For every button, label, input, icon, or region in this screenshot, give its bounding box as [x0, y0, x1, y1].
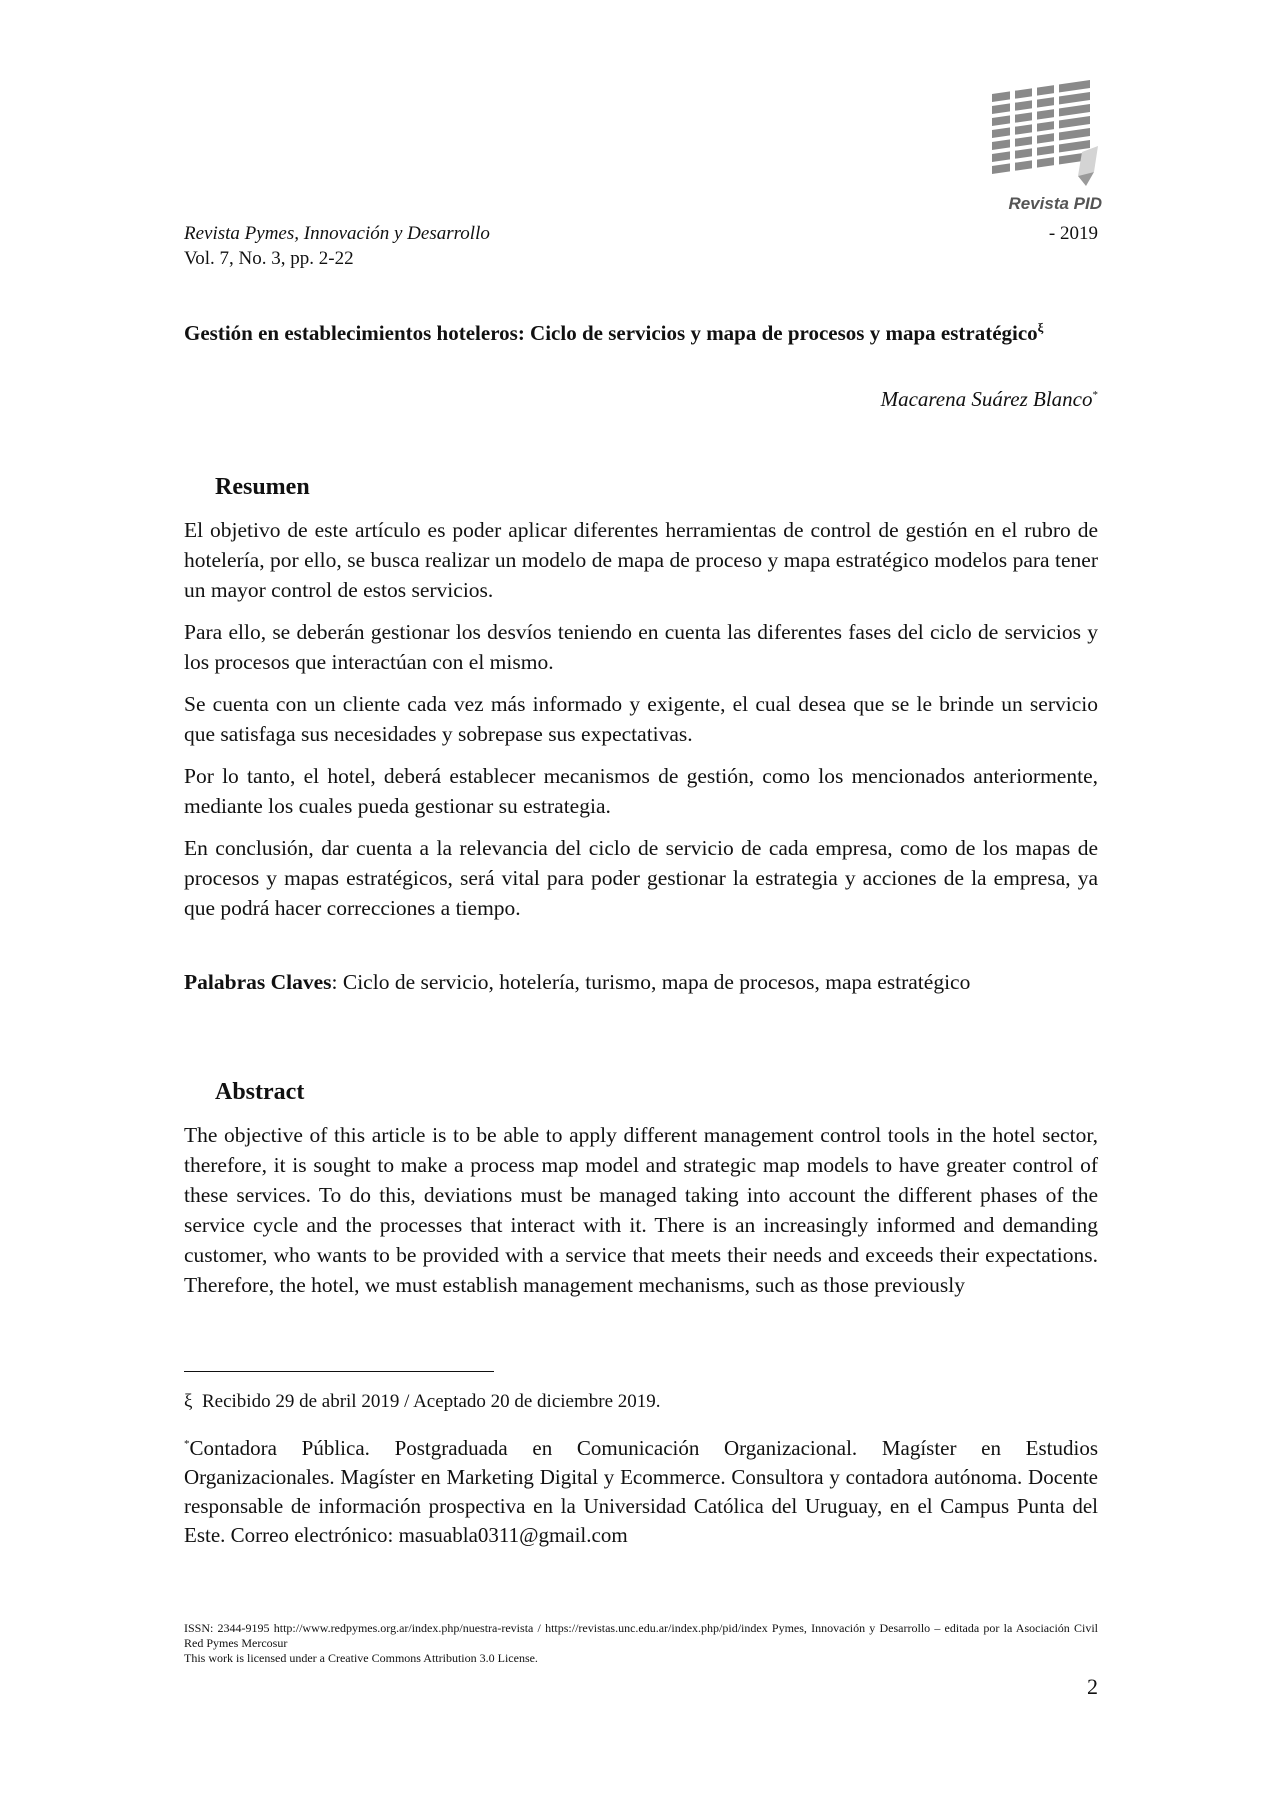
keywords: [184, 967, 1098, 997]
footnote-author-text: Contadora Pública. Postgraduada en Comunicación Organizacional. Magíster en Estudios Organizacionales. Magíster en Marketing Digital y Ecommerce. Consultora y contadora autónoma. Docente responsable de información prospectiva en la Universidad Católica del Uruguay, en el Campus Punta del Este. Correo electrónico: masuabla0311@gmail.com: [184, 1436, 1098, 1547]
footnote-received-text: Recibido 29 de abril 2019 / Aceptado 20 de diciembre 2019.: [201, 1391, 661, 1412]
footnote-author-mark: *: [184, 1438, 190, 1450]
title-footnote-mark: ξ: [1037, 320, 1044, 335]
footnote-received: [184, 1391, 661, 1413]
resumen-paragraph: Por lo tanto, el hotel, deberá establecer mecanismos de gestión, como los mencionados anteriormente, mediante los cuales pueda gestionar su estrategia.: [184, 764, 1098, 818]
keywords-text: : Ciclo de servicio, hotelería, turismo, mapa de procesos, mapa estratégico: [331, 970, 971, 994]
journal-logo-text: Revista PID: [1008, 194, 1102, 213]
resumen-paragraph: En conclusión, dar cuenta a la relevancia del ciclo de servicio de cada empresa, como de los mapas de procesos y mapas estratégicos, será vital para poder gestionar la estrategia y acciones de la empresa, ya que podrá hacer correcciones a tiempo.: [184, 836, 1098, 920]
author: [881, 387, 1098, 412]
resumen-paragraph: Se cuenta con un cliente cada vez más informado y exigente, el cual desea que se le brinde un servicio que satisfaga sus necesidades y sobrepase sus expectativas.: [184, 692, 1098, 746]
footer-issn: [184, 1621, 1098, 1666]
resumen-paragraph: Para ello, se deberán gestionar los desvíos teniendo en cuenta las diferentes fases del ciclo de servicios y los procesos que interactúan con el mismo.: [184, 620, 1098, 674]
publication-year: - 2019: [1048, 223, 1098, 244]
page-number: 2: [1087, 1674, 1098, 1699]
resumen-body: [184, 515, 1098, 935]
footnote-separator: [184, 1371, 494, 1372]
resumen-heading: Resumen: [215, 474, 310, 500]
volume-info: Vol. 7, No. 3, pp. 2-22: [184, 248, 354, 269]
abstract-body: The objective of this article is to be able to apply different management control tools in the hotel sector, therefore, it is sought to make a process map model and strategic map models to have greater control of these services. To do this, deviations must be managed taking into account the different phases of the service cycle and the processes that interact with it. There is an increasingly informed and demanding customer, who wants to be provided with a service that meets their needs and exceeds their expectations. Therefore, the hotel, we must establish management mechanisms, such as those previously: [184, 1123, 1098, 1297]
footer-issn-line: ISSN: 2344-9195 http://www.redpymes.org.ar/index.php/nuestra-revista / https://revistas.unc.edu.ar/index.php/pid/index Pymes, Innovación y Desarrollo – editada por la Asociación Civil Red Pymes Mercosur: [184, 1621, 1098, 1650]
journal-name: Revista Pymes, Innovación y Desarrollo: [184, 223, 490, 244]
footnote-received-mark: ξ: [184, 1391, 193, 1412]
journal-logo: [982, 76, 1102, 216]
article-title: [184, 313, 1098, 348]
footnote-author-bio: [184, 1430, 1098, 1550]
footer-license: This work is licensed under a Creative Commons Attribution 3.0 License.: [184, 1651, 538, 1665]
author-footnote-mark: *: [1092, 389, 1098, 401]
resumen-paragraph: El objetivo de este artículo es poder aplicar diferentes herramientas de control de gestión en el rubro de hotelería, por ello, se busca realizar un modelo de mapa de proceso y mapa estratégico modelos para tener un mayor control de estos servicios.: [184, 518, 1098, 602]
abstract-heading: Abstract: [215, 1079, 305, 1105]
author-name: Macarena Suárez Blanco: [880, 387, 1093, 411]
journal-logo-icon: [982, 76, 1102, 191]
article-title-text: Gestión en establecimientos hoteleros: Ciclo de servicios y mapa de procesos y mapa estratégico: [184, 321, 1038, 345]
keywords-label: Palabras Claves: [184, 970, 332, 994]
